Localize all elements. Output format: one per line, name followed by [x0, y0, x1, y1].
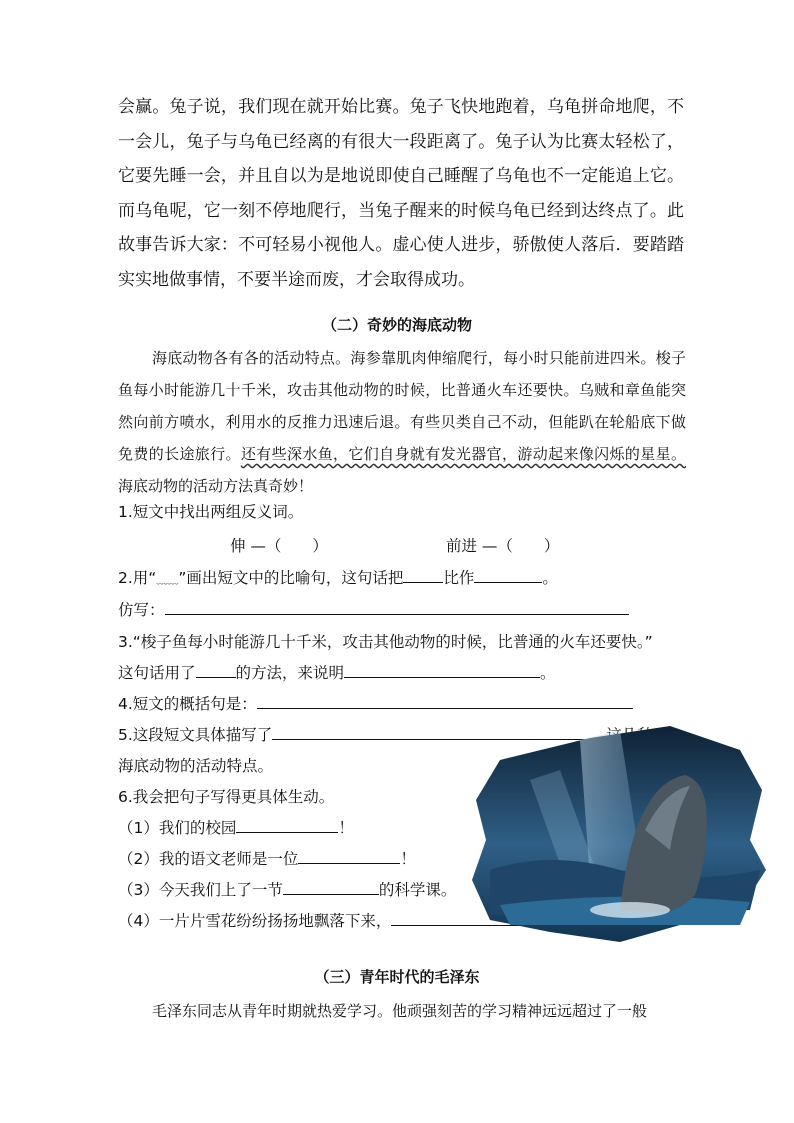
- paragraph-text-b: 海底动物的活动方法真奇妙！: [118, 477, 314, 495]
- question-6-1: （1）我们的校园 ！: [118, 816, 354, 838]
- answer-blank[interactable]: [236, 816, 338, 833]
- answer-blank[interactable]: [165, 598, 629, 615]
- wavy-line-symbol: ﹏﹏: [156, 573, 179, 586]
- answer-blank[interactable]: [403, 566, 443, 583]
- question-1: 1.短文中找出两组反义词。: [118, 503, 304, 521]
- answer-blank[interactable]: [298, 847, 400, 864]
- question-6-4: （4）一片片雪花纷纷扬扬地飘落下来，: [118, 909, 631, 931]
- imitate-line: 仿写：: [118, 598, 629, 620]
- question-6-2: （2）我的语文老师是一位 ！: [118, 847, 416, 869]
- question-5: 5.这段短文具体描写了: [118, 723, 653, 745]
- section-title-mao: （三）青年时代的毛泽东: [314, 968, 480, 986]
- section-title-sea-animals: （二）奇妙的海底动物: [321, 316, 472, 334]
- question-3-cont: 这句话用了 的方法，来说明 。: [118, 661, 556, 683]
- antonym-pair-1: 伸 —（ ）: [230, 537, 328, 555]
- mao-paragraph: 毛泽东同志从青年时期就热爱学习。他顽强刻苦的学习精神远远超过了一般: [152, 1002, 648, 1020]
- story-paragraph: 会赢。兔子说，我们现在就开始比赛。兔子飞快地跑着，乌龟拼命地爬，不一会儿，兔子与乌龟已经离的有很大一段距离了。兔子认为比赛太轻松了，它要先睡一会，并且自以为是地说即使自己睡醒了乌龟也不一定能追上它。而乌龟呢，它一刻不停地爬行，当兔子醒来的时候乌龟已经到达终点了。此故事告诉大家：不可轻易小视他人。虚心使人进步，骄傲使人落后．要踏踏实实地做事情，不要半途而废，才会取得成功。: [118, 97, 684, 290]
- whale-illustration: [470, 720, 770, 945]
- question-5-cont: 海底动物的活动特点。: [118, 757, 274, 775]
- question-6: 6.我会把句子写得更具体生动。: [118, 788, 335, 806]
- answer-blank[interactable]: [344, 661, 540, 678]
- answer-blank[interactable]: [474, 566, 542, 583]
- question-3: 3.“梭子鱼每小时能游几十千米，攻击其他动物的时候，比普通的火车还要快。”: [118, 633, 653, 651]
- antonym-pair-2: 前进 —（ ）: [446, 537, 560, 555]
- paragraph-text-a: 海底动物各有各的活动特点。海参靠肌肉伸缩爬行，每小时只能前进四米。梭子鱼每小时能游几十千米，攻击其他动物的时候，比普通火车还要快。乌贼和章鱼能突然向前方喷水，利用水的反推力迅速后退。有些贝类自己不动，但能趴在轮船底下做免费的长途旅行。: [118, 349, 686, 463]
- question-6-3: （3）今天我们上了一节 的科学课。: [118, 878, 456, 900]
- question-4: 4.短文的概括句是：: [118, 692, 633, 714]
- answer-blank[interactable]: [257, 692, 633, 709]
- metaphor-sentence: 还有些深水鱼，它们自身就有发光器官，游动起来像闪烁的星星。: [240, 445, 686, 463]
- answer-blank[interactable]: [283, 878, 379, 895]
- question-2: 2.用“﹏﹏”画出短文中的比喻句，这句话把 比作 。: [118, 566, 558, 588]
- sea-animals-paragraph: [118, 342, 686, 502]
- answer-blank[interactable]: [196, 661, 236, 678]
